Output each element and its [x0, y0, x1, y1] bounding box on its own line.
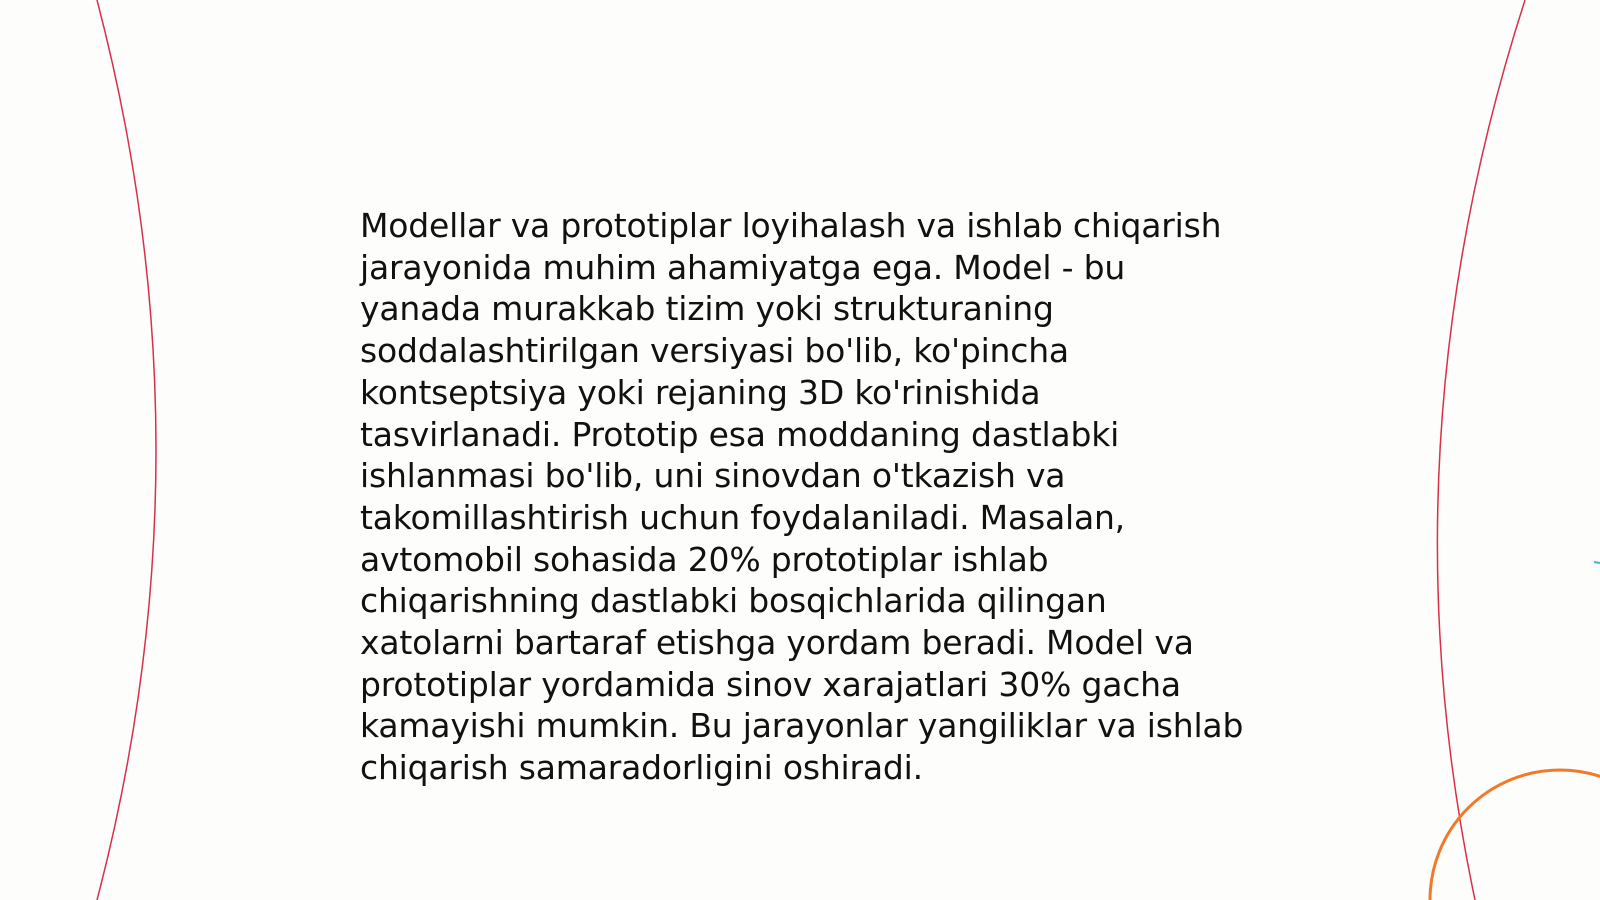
slide-body-text: Modellar va prototiplar loyihalash va ishlab chiqarish jarayonida muhim ahamiyatga ega. Model - bu yanada murakkab tizim yoki strukturaning soddalashtirilgan versiyasi bo'lib, ko'pincha kontseptsiya yoki rejaning 3D ko'rinishida tasvirlanadi. Prototip esa moddaning dastlabki ishlanmasi bo'lib, uni sinovdan o'tkazish va takomillashtirish uchun foydalaniladi. Masalan, avtomobil sohasida 20% prototiplar ishlab chiqarishning dastlabki bosqichlarida qilingan xatolarni bartaraf etishga yordam beradi. Model va prototiplar yordamida sinov xarajatlari 30% gacha kamayishi mumkin. Bu jarayonlar yangiliklar va ishlab chiqarish samaradorligini oshiradi.	[360, 206, 1244, 788]
right-decorative-arc	[1437, 0, 1525, 900]
teal-accent-mark	[1594, 562, 1600, 563]
left-decorative-arc	[97, 0, 156, 900]
